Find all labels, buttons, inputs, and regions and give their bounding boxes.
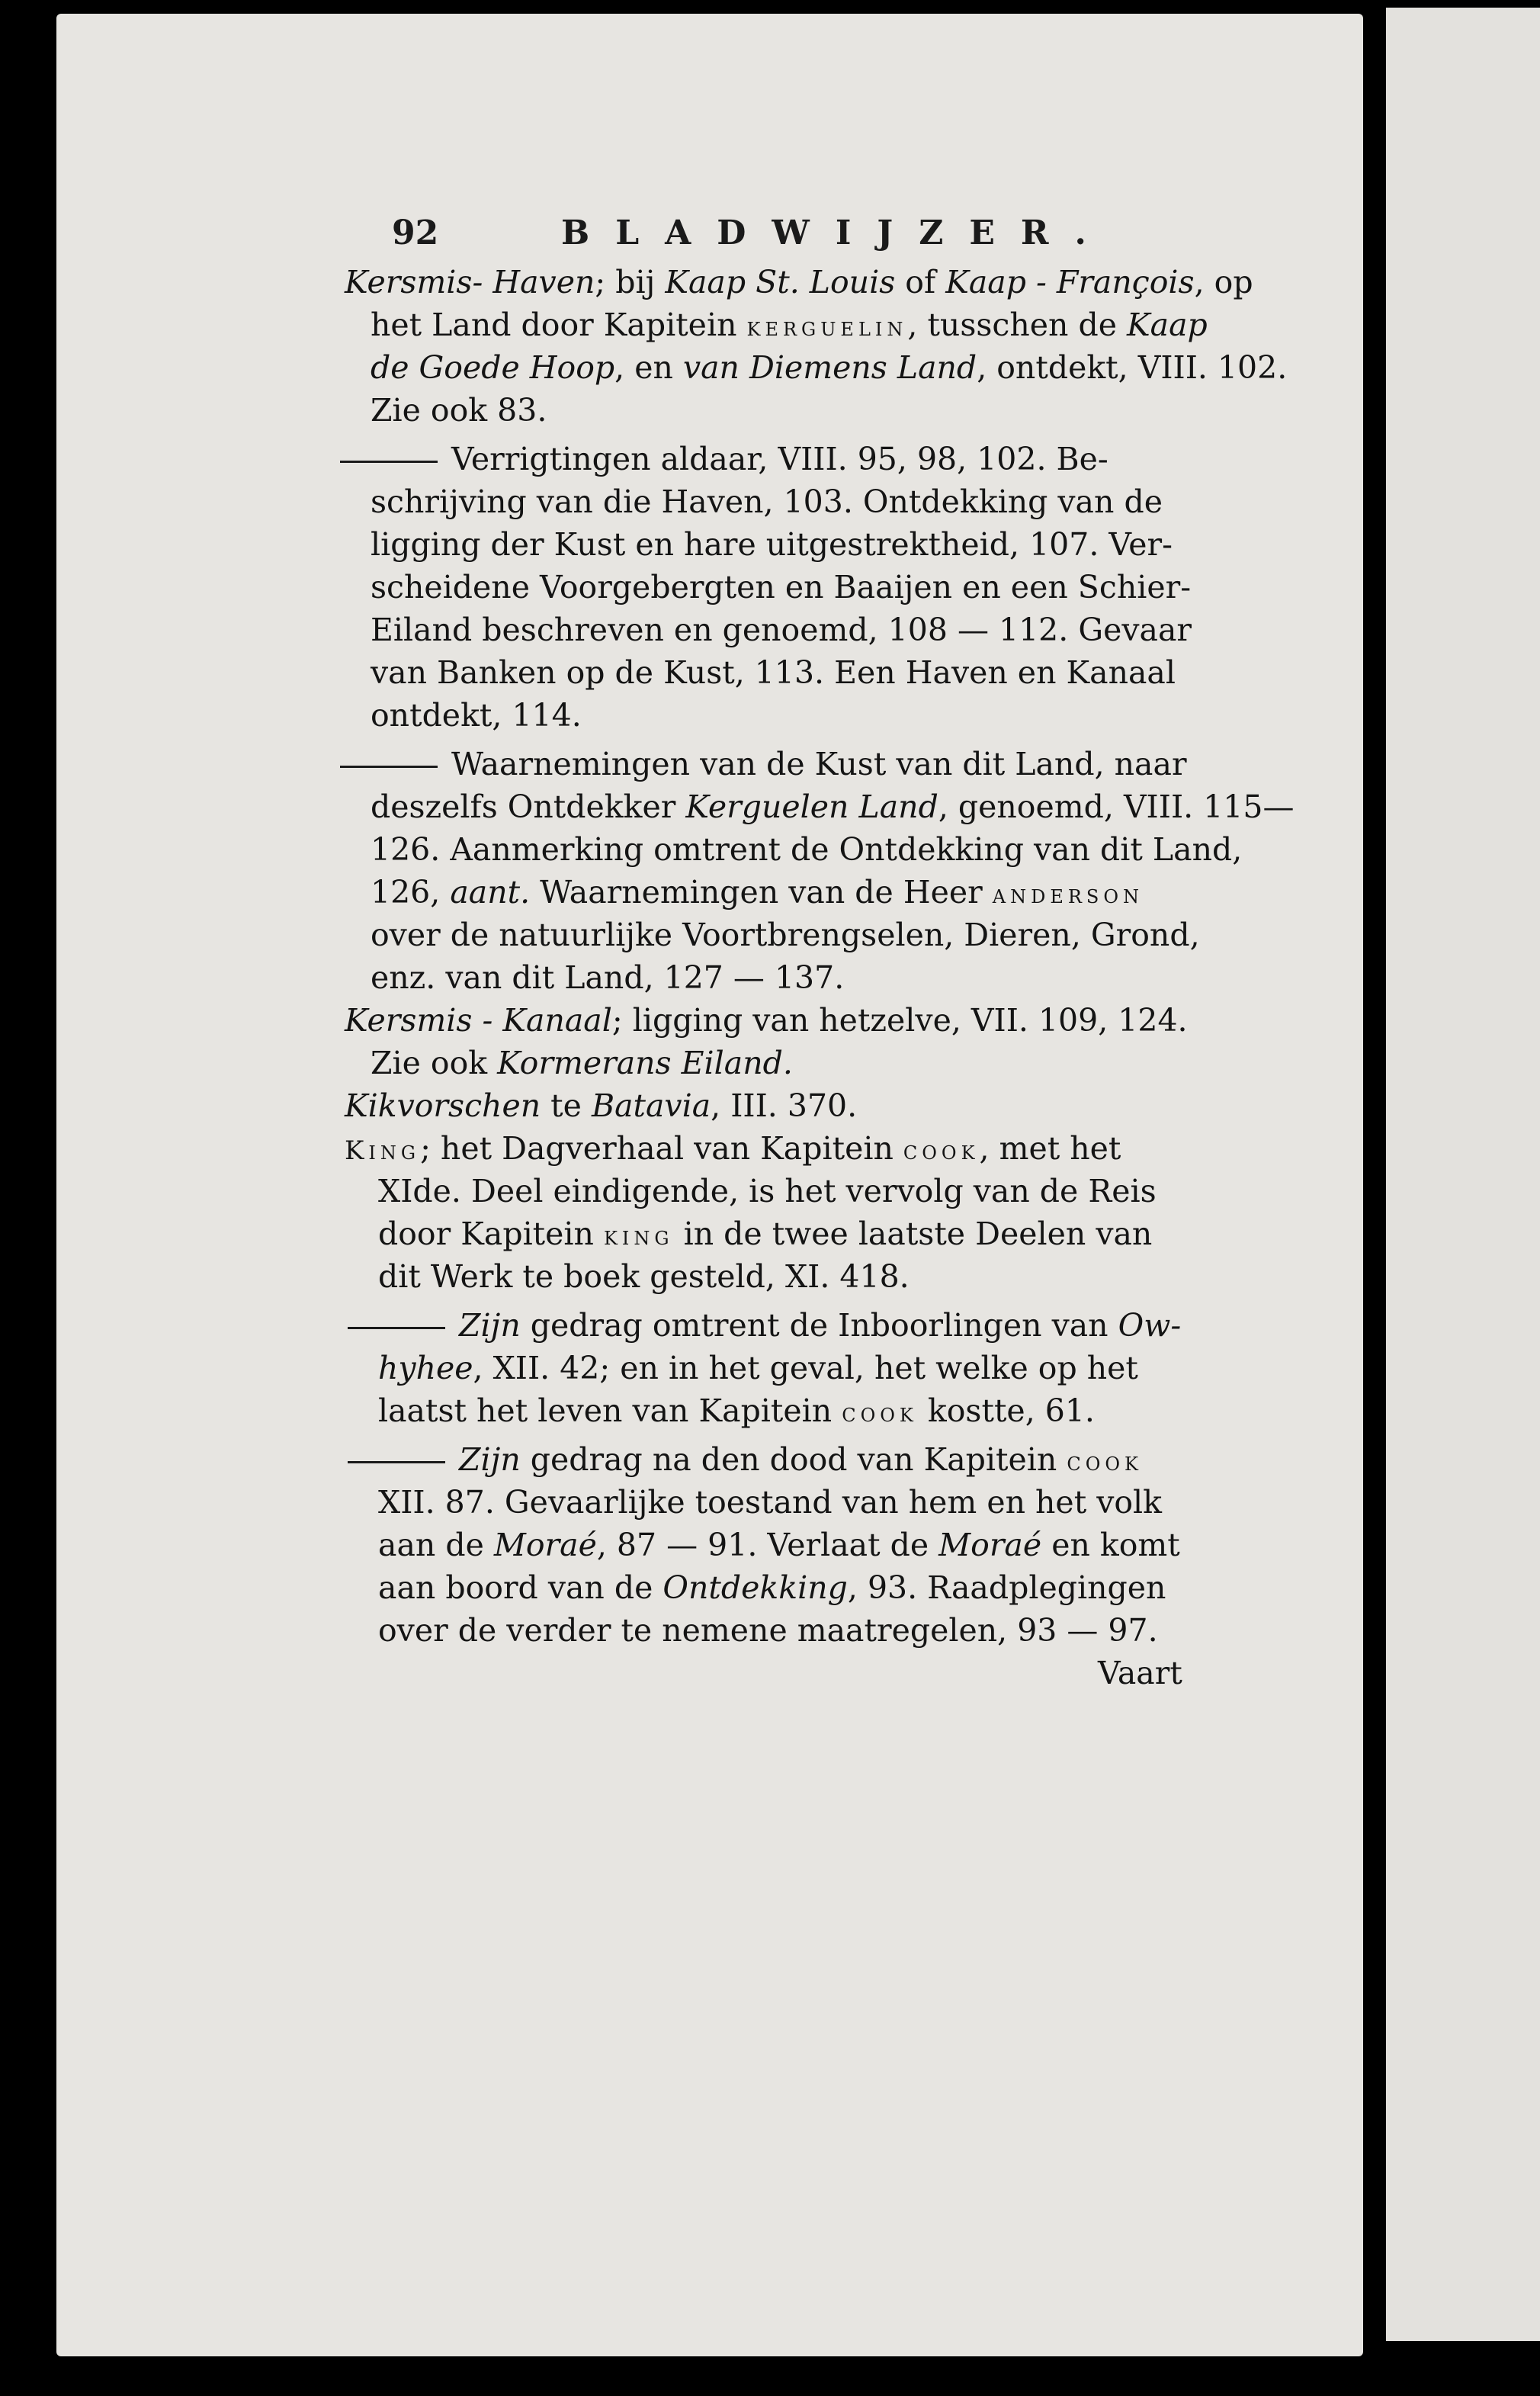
line-text-segment: de Goede Hoop xyxy=(371,349,615,386)
index-line xyxy=(378,1212,1152,1257)
index-line xyxy=(371,609,1192,651)
line-text-segment: ; ligging van hetzelve, VII. 109, 124. xyxy=(611,1002,1188,1039)
line-text-segment: XIde. Deel eindigende, is het vervolg van de Reis xyxy=(378,1173,1157,1209)
line-text-segment: gedrag omtrent de Inboorlingen van xyxy=(520,1307,1118,1344)
line-text-segment: over de natuurlijke Voortbrengselen, Dieren, Grond, xyxy=(371,917,1200,953)
line-text-segment: , en xyxy=(614,349,683,386)
line-text-segment: het Land door Kapitein xyxy=(371,307,747,343)
line-text-segment: van Diemens Land xyxy=(682,349,977,386)
line-text-segment: , 93. Raadplegingen xyxy=(847,1569,1166,1606)
index-line xyxy=(371,651,1176,694)
index-entries xyxy=(56,14,1363,2356)
line-text-segment: Zie ook 83. xyxy=(371,392,547,429)
index-line xyxy=(378,1566,1166,1609)
index-line xyxy=(345,1127,1121,1172)
line-text-segment: dit Werk te boek gesteld, XI. 418. xyxy=(378,1258,910,1295)
line-text-segment: , 87 — 91. Verlaat de xyxy=(596,1527,939,1563)
line-text-segment: Kaap - François xyxy=(945,264,1195,300)
line-text-segment: aan boord van de xyxy=(378,1569,663,1606)
line-text-segment: Moraé xyxy=(493,1527,597,1563)
line-text-segment: ontdekt, 114. xyxy=(371,697,582,734)
index-line xyxy=(340,438,1108,480)
continuation-dash xyxy=(340,461,438,463)
line-text-segment: , XII. 42; en in het geval, het welke op het xyxy=(473,1350,1138,1386)
line-text-segment: anderson xyxy=(992,879,1144,910)
line-text-segment: Kormerans Eiland. xyxy=(497,1045,793,1081)
line-text-segment: Kaap xyxy=(1127,307,1208,343)
line-text-segment: aan de xyxy=(378,1527,494,1563)
line-text-segment: 126. Aanmerking omtrent de Ontdekking van dit Land, xyxy=(371,831,1243,868)
line-text-segment: enz. van dit Land, 127 — 137. xyxy=(371,959,845,996)
line-text-segment: king xyxy=(603,1221,674,1251)
line-text-segment: schrijving van die Haven, 103. Ontdekking van de xyxy=(371,483,1163,520)
index-line xyxy=(378,1255,910,1298)
line-text-segment: cook xyxy=(1067,1447,1143,1477)
line-text-segment: Kerguelen Land xyxy=(685,788,938,825)
line-text-segment: hyhee xyxy=(378,1350,473,1386)
index-line xyxy=(371,480,1163,523)
index-line xyxy=(371,694,582,737)
line-text-segment: kostte, 61. xyxy=(917,1392,1095,1429)
index-line xyxy=(348,1438,1143,1483)
index-line xyxy=(371,304,1208,348)
line-text-segment: Verrigtingen aldaar, VIII. 95, 98, 102. Be- xyxy=(451,441,1108,477)
index-line xyxy=(371,914,1200,956)
line-text-segment: Kaap St. Louis xyxy=(665,264,896,300)
line-text-segment: Waarnemingen van de Kust van dit Land, naar xyxy=(451,746,1187,782)
line-text-segment: of xyxy=(895,264,946,300)
line-text-segment: cook xyxy=(842,1398,918,1428)
index-line xyxy=(345,261,1253,304)
line-text-segment: gedrag na den dood van Kapitein xyxy=(520,1441,1067,1478)
line-text-segment: van Banken op de Kust, 113. Een Haven en Kanaal xyxy=(371,654,1176,691)
line-text-segment: Moraé xyxy=(938,1527,1042,1563)
index-line xyxy=(378,1389,1095,1434)
line-text-segment: Waarnemingen van de Heer xyxy=(530,874,993,911)
line-text-segment: 126, xyxy=(371,874,451,911)
index-line xyxy=(371,871,1144,916)
index-line xyxy=(371,389,547,432)
line-text-segment: King xyxy=(345,1135,421,1166)
page-number: 92 xyxy=(392,214,439,252)
line-text-segment: scheidene Voorgebergten en Baaijen en een Schier- xyxy=(371,569,1192,605)
index-line xyxy=(378,1524,1180,1566)
index-line xyxy=(345,1084,857,1127)
index-line xyxy=(345,999,1188,1042)
line-text-segment: ; het Dagverhaal van Kapitein xyxy=(420,1130,903,1167)
line-text-segment: , op xyxy=(1194,264,1253,300)
line-text-segment: Ontdekking xyxy=(663,1569,848,1606)
running-title: BLADWIJZER. xyxy=(561,214,1112,252)
index-line xyxy=(371,523,1173,566)
index-line xyxy=(378,1609,1158,1652)
line-text-segment: , III. 370. xyxy=(711,1087,858,1124)
line-text-segment: , ontdekt, VIII. 102. xyxy=(977,349,1288,386)
index-line xyxy=(371,956,844,999)
line-text-segment: Ow- xyxy=(1118,1307,1182,1344)
line-text-segment: Zijn xyxy=(459,1441,521,1478)
line-text-segment: , tusschen de xyxy=(907,307,1128,343)
continuation-dash xyxy=(340,766,438,768)
continuation-dash xyxy=(348,1461,445,1463)
line-text-segment: Batavia xyxy=(591,1087,711,1124)
line-text-segment: kerguelin xyxy=(746,312,908,342)
index-line xyxy=(371,785,1294,828)
index-line xyxy=(348,1304,1181,1347)
continuation-dash xyxy=(348,1327,445,1329)
line-text-segment: in de twee laatste Deelen van xyxy=(673,1216,1153,1252)
line-text-segment: , genoemd, VIII. 115— xyxy=(938,788,1295,825)
index-line xyxy=(340,743,1187,785)
line-text-segment: ; bij xyxy=(595,264,666,300)
line-text-segment: XII. 87. Gevaarlijke toestand van hem en het volk xyxy=(378,1484,1163,1521)
line-text-segment: Vaart xyxy=(1098,1655,1182,1691)
line-text-segment: Kikvorschen xyxy=(345,1087,541,1124)
index-line xyxy=(371,346,1287,389)
index-line xyxy=(378,1347,1138,1389)
index-line xyxy=(371,1042,793,1084)
line-text-segment: Zijn xyxy=(459,1307,521,1344)
book-page xyxy=(56,14,1363,2356)
line-text-segment: cook xyxy=(903,1135,980,1166)
index-line xyxy=(371,828,1242,871)
adjacent-page-edge xyxy=(1386,8,1540,2341)
index-line xyxy=(1098,1652,1182,1694)
line-text-segment: Kersmis- Haven xyxy=(345,264,595,300)
line-text-segment: laatst het leven van Kapitein xyxy=(378,1392,842,1429)
line-text-segment: ligging der Kust en hare uitgestrektheid, 107. Ver- xyxy=(371,526,1173,563)
line-text-segment: Eiland beschreven en genoemd, 108 — 112. Gevaar xyxy=(371,612,1192,648)
line-text-segment: Zie ook xyxy=(371,1045,498,1081)
index-line xyxy=(378,1170,1157,1212)
line-text-segment: Kersmis - Kanaal xyxy=(345,1002,612,1039)
line-text-segment: door Kapitein xyxy=(378,1216,604,1252)
line-text-segment: , met het xyxy=(979,1130,1121,1167)
line-text-segment: aant. xyxy=(450,874,531,911)
index-line xyxy=(371,566,1191,609)
line-text-segment: te xyxy=(541,1087,592,1124)
line-text-segment: over de verder te nemene maatregelen, 93 — 97. xyxy=(378,1612,1158,1649)
line-text-segment: deszelfs Ontdekker xyxy=(371,788,686,825)
index-line xyxy=(378,1481,1162,1524)
line-text-segment: en komt xyxy=(1041,1527,1180,1563)
